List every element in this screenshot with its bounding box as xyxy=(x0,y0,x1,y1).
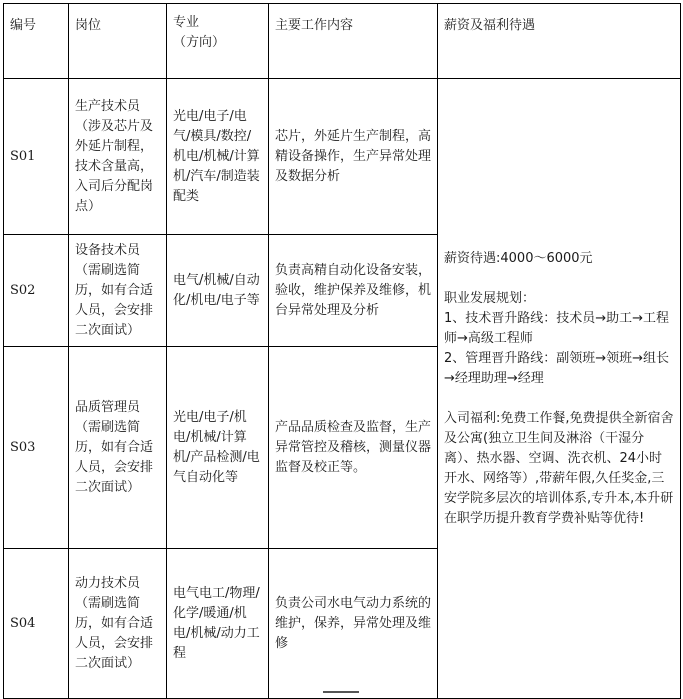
row-position: 品质管理员（需刷选简历，如有合适人员，会安排二次面试） xyxy=(69,347,167,549)
page-bottom-marker xyxy=(323,691,359,693)
table-row xyxy=(4,79,681,235)
career-tech-path: 1、技术晋升路线：技术员→助工→工程师→高级工程师 xyxy=(444,310,670,346)
benefits-cell xyxy=(438,79,681,699)
career-title: 职业发展规划： xyxy=(444,290,536,306)
career-mgmt-path: 2、管理晋升路线：副领班→领班→组长→经理助理→经理 xyxy=(444,350,670,386)
table-header-row xyxy=(4,4,681,79)
row-position: 设备技术员（需刷选简历，如有合适人员，会安排二次面试） xyxy=(69,235,167,347)
row-id: S02 xyxy=(4,235,69,347)
row-position: 动力技术员（需刷选简历，如有合适人员，会安排二次面试） xyxy=(69,549,167,699)
row-position: 生产技术员（涉及芯片及外延片制程，技术含量高，入司后分配岗点） xyxy=(69,79,167,235)
row-duties: 芯片，外延片生产制程，高精设备操作，生产异常处理及数据分析 xyxy=(269,79,438,235)
welfare-text: 入司福利:免费工作餐,免费提供全新宿舍及公寓(独立卫生间及淋浴（干湿分离）、热水器、空调、洗衣机、24小时开水、网络等）,带薪年假,久任奖金,三安学院多层次的培训体系,专升本,本升研在职学历提升教育学费补贴等优待! xyxy=(444,410,674,526)
row-duties: 产品品质检查及监督，生产异常管控及稽核，测量仪器监督及校正等。 xyxy=(269,347,438,549)
row-duties: 负责公司水电气动力系统的维护，保养，异常处理及维修 xyxy=(269,549,438,699)
salary-text: 薪资待遇:4000～6000元 xyxy=(444,250,593,266)
row-major: 光电/电子/电气/模具/数控/机电/机械/计算机/汽车/制造装配类 xyxy=(167,79,269,235)
header-position: 岗位 xyxy=(69,4,167,79)
row-id: S04 xyxy=(4,549,69,699)
row-major: 电气电工/物理/化学/暖通/机电/机械/动力工程 xyxy=(167,549,269,699)
row-major: 光电/电子/机电/机械/计算机/产品检测/电气自动化等 xyxy=(167,347,269,549)
row-major: 电气/机械/自动化/机电/电子等 xyxy=(167,235,269,347)
header-major: 专业 （方向） xyxy=(167,4,269,79)
row-id: S03 xyxy=(4,347,69,549)
row-duties: 负责高精自动化设备安装，验收，维护保养及维修，机台异常处理及分析 xyxy=(269,235,438,347)
header-id: 编号 xyxy=(4,4,69,79)
header-duties: 主要工作内容 xyxy=(269,4,438,79)
job-table xyxy=(3,3,681,699)
row-id: S01 xyxy=(4,79,69,235)
header-benefits: 薪资及福利待遇 xyxy=(438,4,681,79)
